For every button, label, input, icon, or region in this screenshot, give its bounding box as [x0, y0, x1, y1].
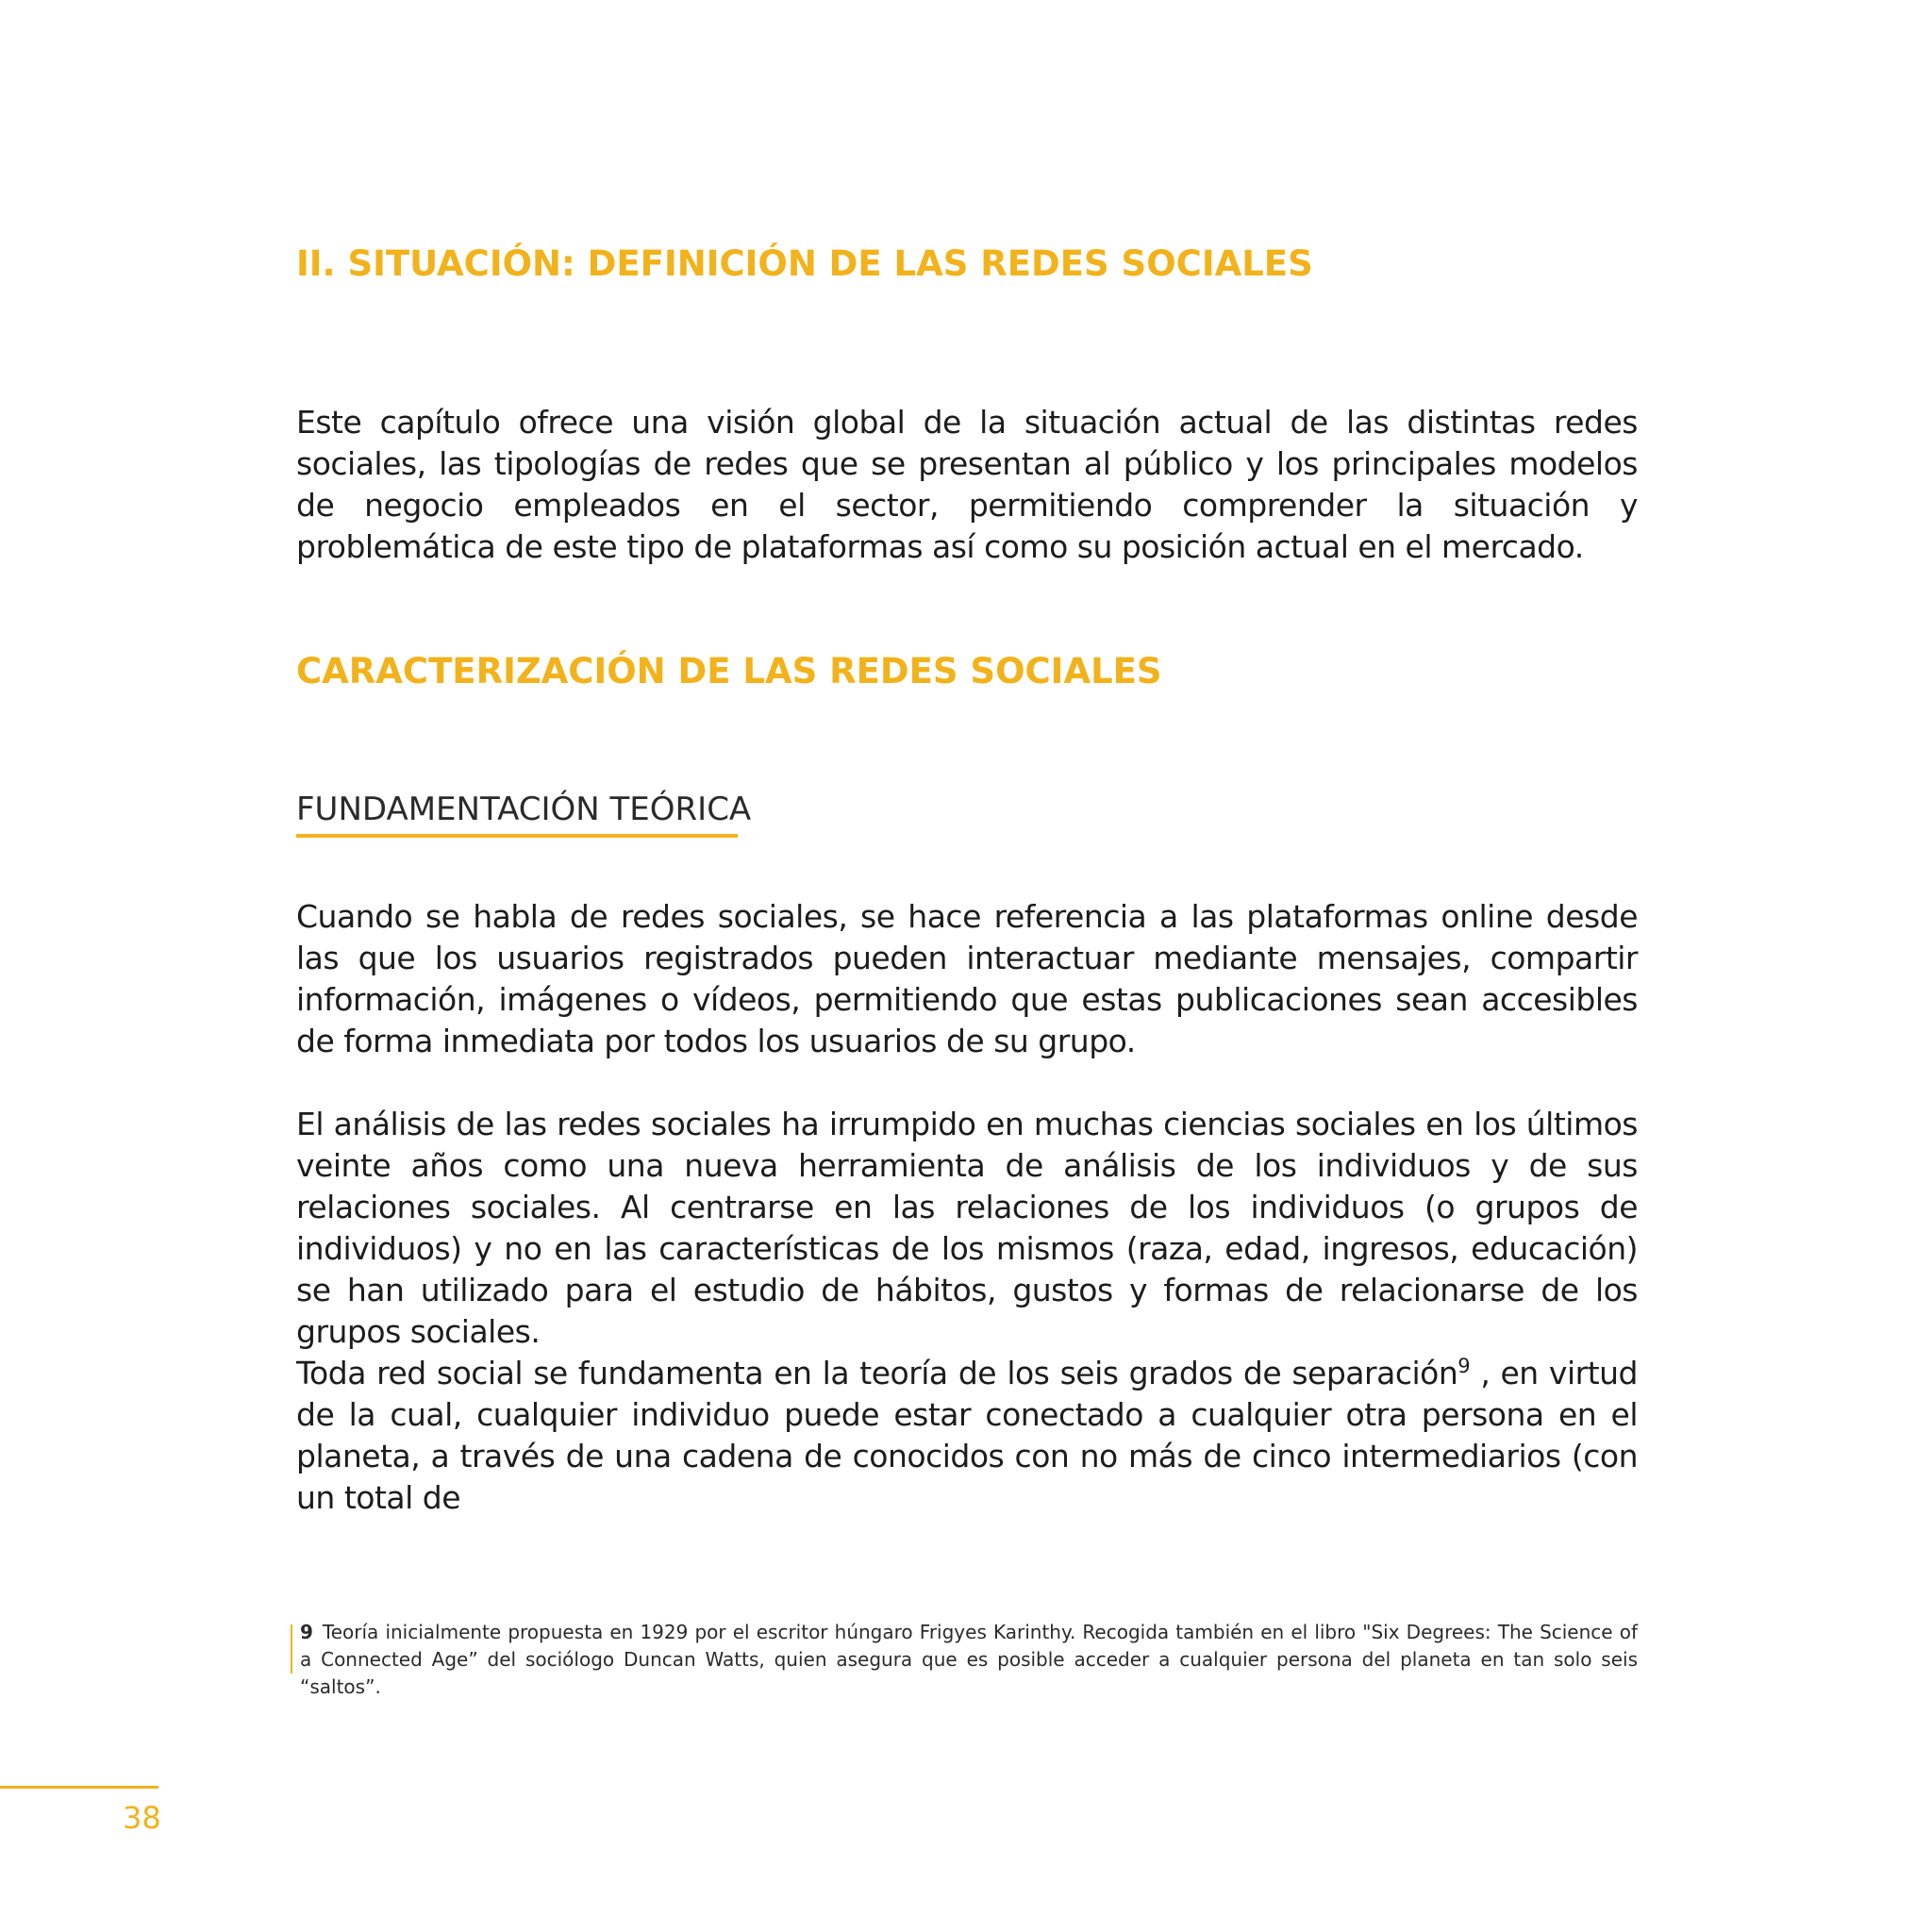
section-title: CARACTERIZACIÓN DE LAS REDES SOCIALES: [296, 651, 1162, 691]
footnote-reference[interactable]: 9: [1457, 1355, 1471, 1377]
subsection-heading: FUNDAMENTACIÓN TEÓRICA: [296, 791, 752, 828]
paragraph-3-text-start: Toda red social se fundamenta en la teoría de los seis grados de separación: [296, 1355, 1458, 1391]
page-number-rule: [0, 1786, 158, 1789]
intro-paragraph: Este capítulo ofrece una visión global de la situación actual de las distintas redes sociales, las tipologías de redes que se presentan al público y los principales modelos de negocio empleados en el sector, permitiendo comprender la situación y problemática de este tipo de plataformas así como su posición actual en el mercado.: [296, 404, 1638, 565]
chapter-title: II. SITUACIÓN: DEFINICIÓN DE LAS REDES SOCIALES: [296, 243, 1313, 284]
footnote-bar: [291, 1624, 292, 1674]
page-number: 38: [123, 1800, 161, 1836]
body-paragraph-2: El análisis de las redes sociales ha irrumpido en muchas ciencias sociales en los últimos veinte años como una nueva herramienta de análisis de los individuos y de sus relaciones sociales. Al centrarse en las relaciones de los individuos (o grupos de individuos) y no en las características de los mismos (raza, edad, ingresos, educación) se han utilizado para el estudio de hábitos, gustos y formas de relacionarse de los grupos sociales.: [296, 1106, 1638, 1350]
footnote-text: Teoría inicialmente propuesta en 1929 por el escritor húngaro Frigyes Karinthy. Recogida también en el libro "Six Degrees: The Science of a Connected Age” del sociólogo Duncan Watts, quien asegura que es posible acceder a cualquier persona del planeta en tan solo seis “saltos”.: [300, 1621, 1638, 1698]
subsection-underline: [296, 834, 738, 838]
body-paragraph-3: [296, 1353, 1638, 1519]
paragraph-3-text-end: , en virtud de la cual, cualquier individuo puede estar conectado a cualquier otra persona en el planeta, a través de una cadena de conocidos con no más de cinco intermediarios (con un total de: [296, 1355, 1638, 1516]
footnote-number: 9: [300, 1621, 313, 1643]
footnote: [296, 1619, 1638, 1701]
body-paragraph-1: Cuando se habla de redes sociales, se hace referencia a las plataformas online desde las que los usuarios registrados pueden interactuar mediante mensajes, compartir información, imágenes o vídeos, permitiendo que estas publicaciones sean accesibles de forma inmediata por todos los usuarios de su grupo.: [296, 898, 1638, 1059]
